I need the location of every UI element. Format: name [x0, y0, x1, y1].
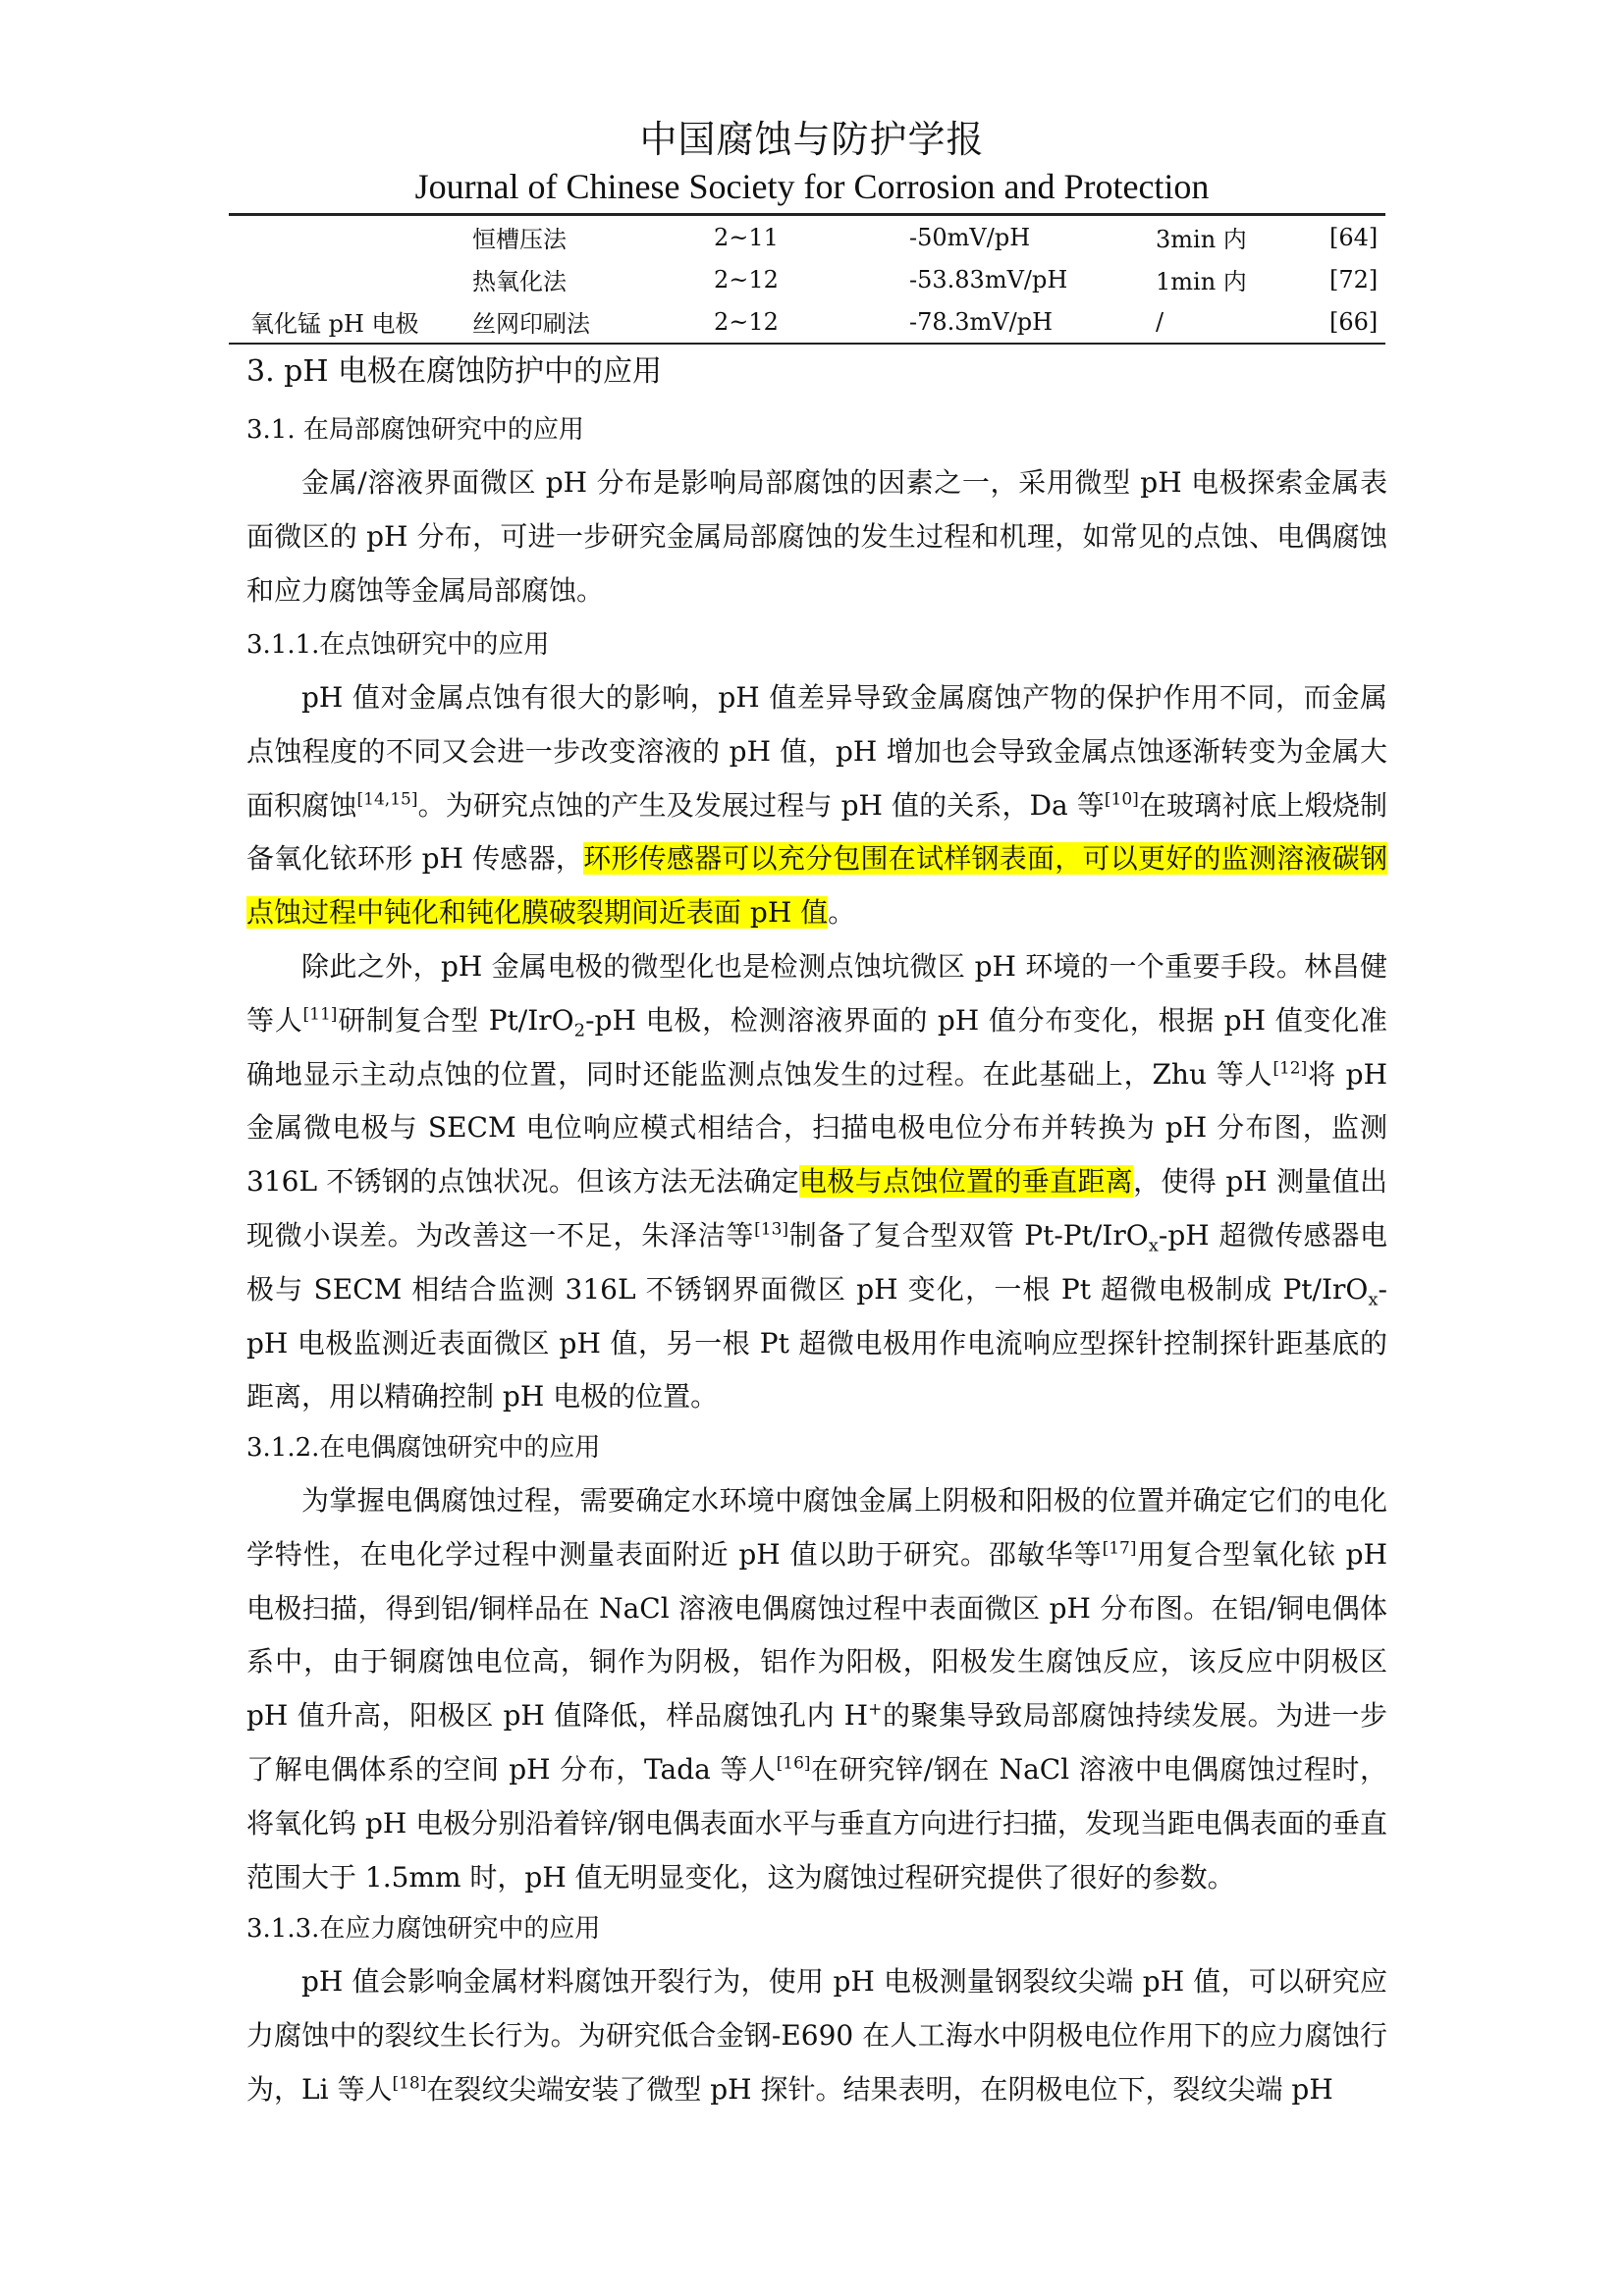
- citation: [12]: [1272, 1058, 1308, 1079]
- text-run: 除此之外，pH 金属电极的微型化也是检测点蚀坑微区 pH 环境的一个重要手段。林昌健等人: [246, 950, 1387, 1037]
- citation: [16]: [776, 1753, 811, 1774]
- text-run: 将 pH 金属微电极与 SECM 电位响应模式相结合，扫描电极电位分布并转换为 pH 分布图，监测 316L 不锈钢的点蚀状况。但该方法无法确定: [246, 1057, 1387, 1199]
- text-run: 用复合型氧化铱 pH 电极扫描，得到铝/铜样品在 NaCl 溶液电偶腐蚀过程中表面微区 pH 分布图。在铝/铜电偶体系中，由于铜腐蚀电位高，铜作为阴极，铝作为阳极，阳极发生腐蚀反应，该反应中阴极区 pH 值升高，阳极区 pH 值降低，样品腐蚀孔内 H: [246, 1537, 1387, 1733]
- text-run: 。: [828, 896, 856, 930]
- citation: [17]: [1102, 1538, 1137, 1559]
- table-cell-response: 3min 内: [1156, 226, 1247, 253]
- section-3-1-3-heading: 3.1.3.在应力腐蚀研究中的应用: [246, 1914, 601, 1944]
- text-run: 在研究锌/钢在 NaCl 溶液中电偶腐蚀过程时，将氧化钨 pH 电极分别沿着锌/钢电偶表面水平与垂直方向进行扫描，发现当距电偶表面的垂直范围大于 1.5mm 时，pH 值无明显变化，这为腐蚀过程研究提供了很好的参数。: [246, 1752, 1388, 1894]
- table-cell-electrode: [229, 216, 472, 258]
- subscript: 2: [573, 1020, 586, 1041]
- text-run: 。为研究点蚀的产生及发展过程与 pH 值的关系，Da 等: [417, 788, 1105, 822]
- table-cell-range: 2~11: [714, 223, 779, 251]
- superscript: +: [868, 1699, 883, 1720]
- citation: [18]: [392, 2073, 427, 2094]
- table-cell-slope: -53.83mV/pH: [909, 265, 1068, 294]
- citation: [14,15]: [356, 789, 418, 810]
- table-cell-ref: [66]: [1329, 307, 1379, 336]
- table-cell-range: 2~12: [714, 307, 779, 336]
- paragraph-pitting-2: [246, 940, 1387, 1424]
- text-run: 的聚集导致局部腐蚀持续发展。为进一步了解电偶体系的空间 pH 分布，Tada 等人: [246, 1699, 1387, 1786]
- section-3-1-heading: 3.1. 在局部腐蚀研究中的应用: [246, 415, 584, 445]
- text-run: pH 值对金属点蚀有很大的影响，pH 值差异导致金属腐蚀产物的保护作用不同，而金属点蚀程度的不同又会进一步改变溶液的 pH 值，pH 增加也会导致金属点蚀逐渐转变为金属大面积腐蚀: [246, 681, 1387, 822]
- electrode-table-body: [229, 216, 1385, 343]
- table-cell-ref: [72]: [1329, 265, 1379, 294]
- table-cell-response: 1min 内: [1156, 268, 1247, 295]
- table-cell-method: 丝网印刷法: [472, 310, 590, 338]
- citation: [10]: [1104, 789, 1139, 810]
- journal-title-chinese: 中国腐蚀与防护学报: [639, 118, 985, 161]
- paragraph-local-corrosion: 金属/溶液界面微区 pH 分布是影响局部腐蚀的因素之一，采用微型 pH 电极探索金属表面微区的 pH 分布，可进一步研究金属局部腐蚀的发生过程和机理，如常见的点蚀、电偶腐蚀和应力腐蚀等金属局部腐蚀。: [246, 466, 1387, 607]
- table-cell-electrode: 氧化锰 pH 电极: [250, 310, 419, 338]
- table-cell-ref: [64]: [1329, 223, 1379, 251]
- text-run: 在裂纹尖端安装了微型 pH 探针。结果表明，在阴极电位下，裂纹尖端 pH: [426, 2072, 1333, 2106]
- electrode-table: [229, 213, 1385, 345]
- highlighted-text: 电极与点蚀位置的垂直距离: [799, 1165, 1134, 1199]
- section-3-heading: 3. pH 电极在腐蚀防护中的应用: [246, 354, 663, 389]
- table-cell-range: 2~12: [714, 265, 779, 294]
- table-row: [229, 258, 1385, 300]
- text-run: 为掌握电偶腐蚀过程，需要确定水环境中腐蚀金属上阴极和阳极的位置并确定它们的电化学特性，在电化学过程中测量表面附近 pH 值以助于研究。邵敏华等: [246, 1484, 1387, 1571]
- text-run: -pH 电极监测近表面微区 pH 值，另一根 Pt 超微电极用作电流响应型探针控制探针距基底的距离，用以精确控制 pH 电极的位置。: [246, 1272, 1387, 1414]
- text-run: pH 值会影响金属材料腐蚀开裂行为，使用 pH 电极测量钢裂纹尖端 pH 值，可以研究应力腐蚀中的裂纹生长行为。为研究低合金钢-E690 在人工海水中阴极电位作用下的应力腐蚀行为，Li 等人: [246, 1965, 1387, 2106]
- paragraph-pitting-1: [246, 671, 1387, 940]
- table-cell-slope: -50mV/pH: [909, 223, 1031, 251]
- table-cell-method: 热氧化法: [472, 268, 567, 295]
- paragraph-stress-corrosion: [246, 1955, 1387, 2116]
- text-run: 制备了复合型双管 Pt-Pt/IrO: [788, 1218, 1149, 1252]
- citation: [11]: [302, 1004, 338, 1025]
- subscript: x: [1148, 1235, 1159, 1256]
- journal-title-english: Journal of Chinese Society for Corrosion and Protection: [414, 167, 1210, 206]
- section-3-1-2-heading: 3.1.2.在电偶腐蚀研究中的应用: [246, 1433, 601, 1463]
- text-run: ，使得 pH 测量值出现微小误差。为改善这一不足，朱泽洁等: [246, 1165, 1387, 1252]
- text-run: -pH 超微传感器电极与 SECM 相结合监测 316L 不锈钢界面微区 pH 变化，一根 Pt 超微电极制成 Pt/IrO: [246, 1218, 1387, 1306]
- subscript: x: [1368, 1289, 1379, 1310]
- table-row: [229, 300, 1385, 343]
- table-cell-electrode: [229, 258, 472, 300]
- highlighted-text: 环形传感器可以充分包围在试样钢表面，可以更好的监测溶液碳钢点蚀过程中钝化和钝化膜破裂期间近表面 pH 值: [246, 842, 1387, 930]
- paragraph-galvanic: [246, 1474, 1387, 1904]
- text-run: -pH 电极，检测溶液界面的 pH 值分布变化，根据 pH 值变化准确地显示主动点蚀的位置，同时还能监测点蚀发生的过程。在此基础上，Zhu 等人: [246, 1003, 1387, 1091]
- table-row: [229, 216, 1385, 258]
- text-run: 在玻璃衬底上煅烧制备氧化铱环形 pH 传感器，: [246, 788, 1387, 876]
- table-cell-slope: -78.3mV/pH: [909, 307, 1054, 336]
- text-run: 研制复合型 Pt/IrO: [337, 1003, 574, 1037]
- table-cell-response: /: [1156, 307, 1164, 336]
- section-3-1-1-heading: 3.1.1.在点蚀研究中的应用: [246, 630, 550, 660]
- table-cell-method: 恒槽压法: [472, 226, 567, 253]
- citation: [13]: [754, 1219, 789, 1240]
